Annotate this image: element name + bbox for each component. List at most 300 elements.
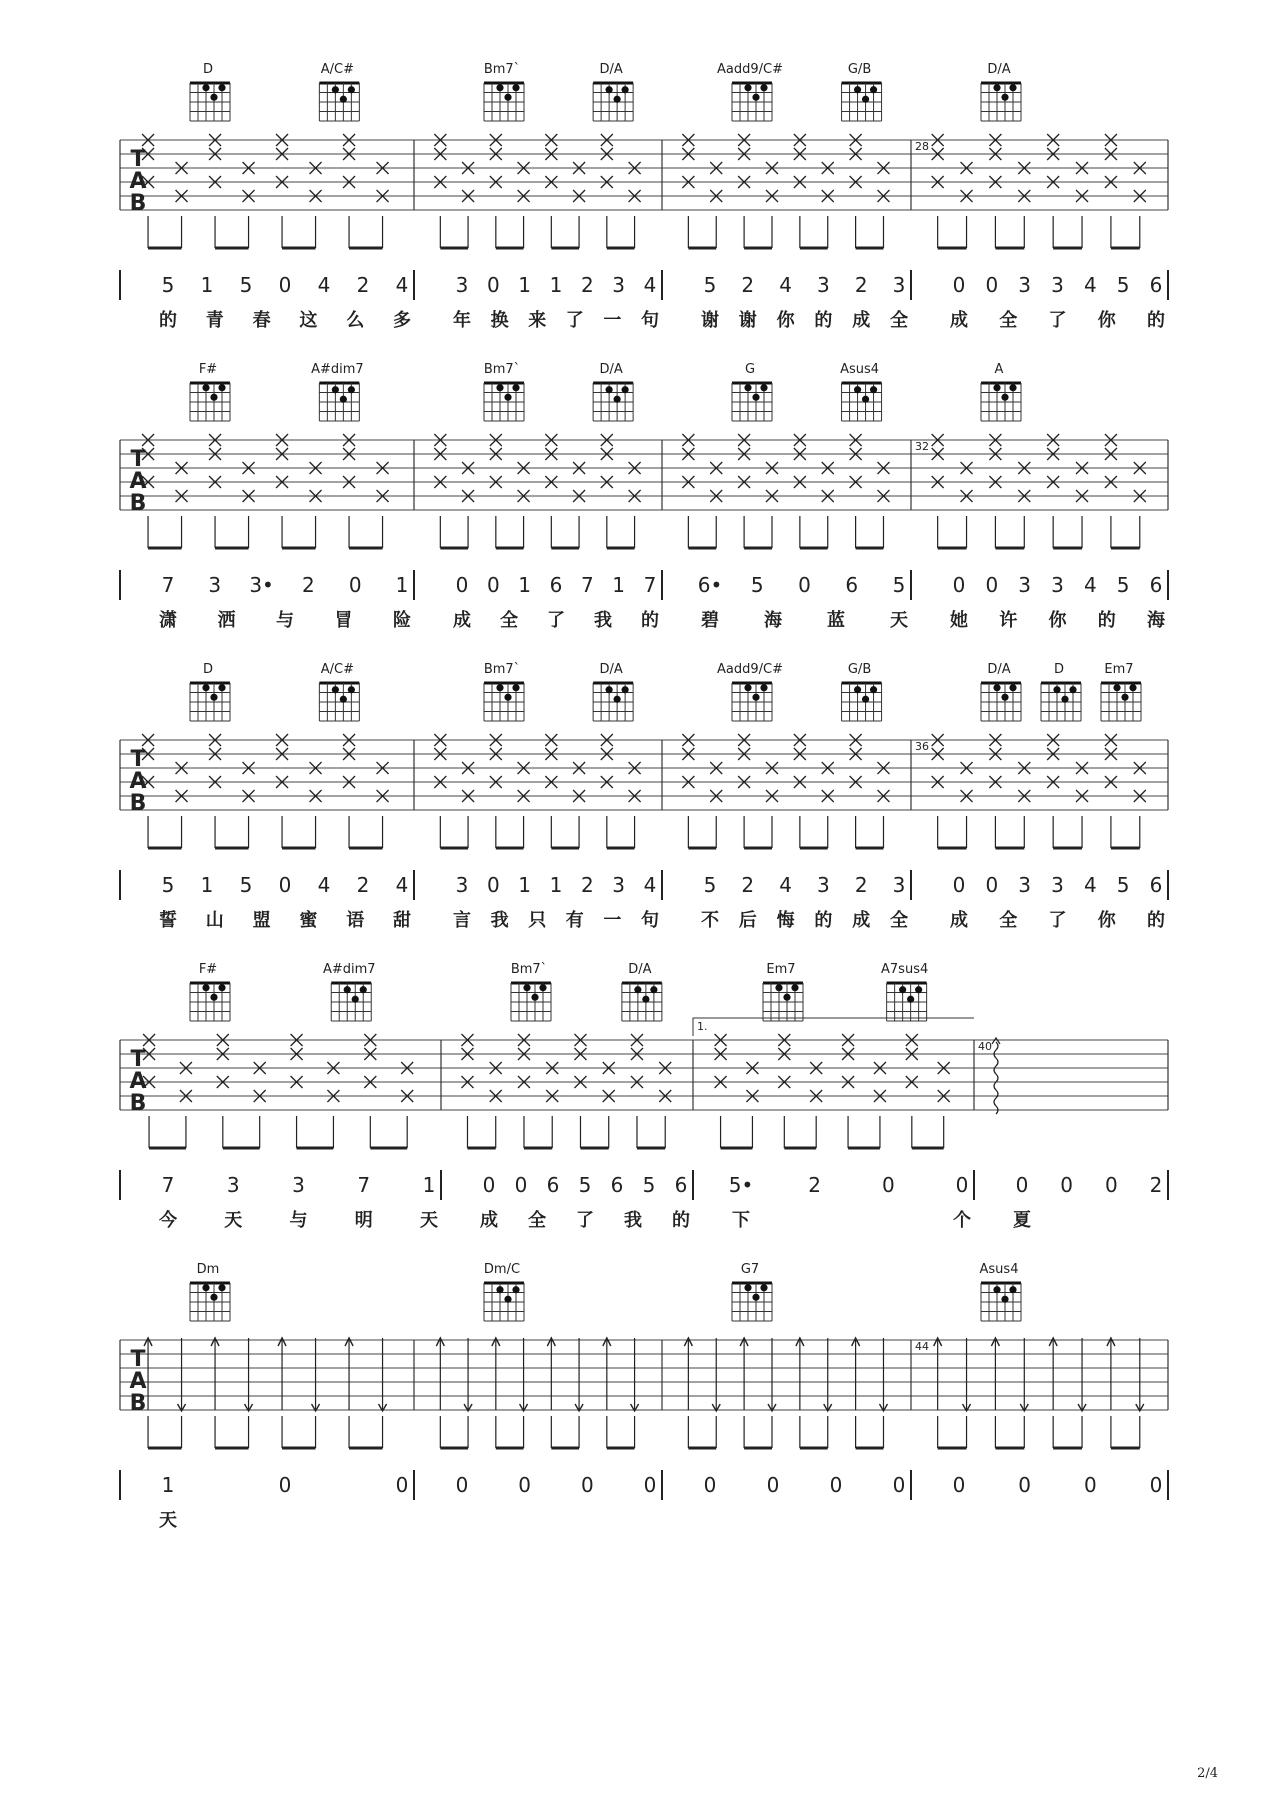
chord-diagram bbox=[323, 962, 376, 1021]
notation-digit: 1 bbox=[518, 273, 532, 297]
chord-finger-dot bbox=[348, 386, 355, 393]
chord-finger-dot bbox=[783, 994, 790, 1001]
chord-finger-dot bbox=[642, 996, 649, 1003]
notation-digit: 3 bbox=[292, 1173, 305, 1197]
chord-finger-dot bbox=[202, 684, 209, 691]
tab-clef-letter: T bbox=[130, 147, 146, 172]
lyric-char: 成 bbox=[852, 310, 871, 331]
lyric-char: 蓝 bbox=[827, 610, 845, 631]
lyric-char: 与 bbox=[289, 1210, 308, 1231]
chord-finger-dot bbox=[775, 984, 782, 991]
notation-digit: 3 bbox=[208, 573, 222, 597]
lyric-char: 下 bbox=[732, 1210, 750, 1231]
lyric-char: 我 bbox=[594, 610, 612, 631]
notation-digit: 5 bbox=[239, 873, 253, 897]
lyric-char: 天 bbox=[890, 610, 908, 631]
notation-digit: 0 bbox=[486, 873, 500, 897]
notation-digit: 7 bbox=[161, 1173, 175, 1197]
notation-digit: 5 bbox=[1116, 273, 1130, 297]
chord-finger-dot bbox=[496, 84, 503, 91]
chord-finger-dot bbox=[862, 396, 869, 403]
notation-digit: 6 bbox=[610, 1173, 624, 1197]
chord-finger-dot bbox=[899, 986, 906, 993]
notation-digit: 1 bbox=[518, 873, 532, 897]
notation-digit: 0 bbox=[580, 1473, 594, 1497]
notation-digit: 0 bbox=[985, 273, 999, 297]
chord-finger-dot bbox=[210, 394, 217, 401]
chord-diagram bbox=[484, 362, 524, 421]
chord-name: Bm7` bbox=[510, 962, 548, 977]
chord-finger-dot bbox=[752, 394, 759, 401]
lyric-char: 天 bbox=[420, 1210, 438, 1231]
chord-finger-dot bbox=[744, 84, 751, 91]
notation-digit: 6 bbox=[549, 573, 563, 597]
tab-clef-letter: B bbox=[129, 191, 147, 216]
chord-finger-dot bbox=[862, 96, 869, 103]
arpeggio-arrow bbox=[992, 1038, 1000, 1044]
notation-digit: 5 bbox=[161, 873, 175, 897]
system-3 bbox=[120, 662, 1168, 931]
notation-digit: 0 bbox=[1104, 1173, 1118, 1197]
lyric-char: 句 bbox=[641, 910, 659, 931]
notation-digit: 5 bbox=[1116, 573, 1130, 597]
notation-digit: 0 bbox=[518, 1473, 532, 1497]
chord-finger-dot bbox=[1069, 686, 1076, 693]
notation-digit: 4 bbox=[1083, 873, 1097, 897]
chord-finger-dot bbox=[218, 1284, 225, 1291]
notation-digit: 0 bbox=[952, 1473, 966, 1497]
chord-name: G7 bbox=[740, 1262, 760, 1277]
lyric-char: 语 bbox=[346, 910, 365, 931]
notation-digit: 5 bbox=[703, 873, 717, 897]
notation-digit: 2 bbox=[808, 1173, 822, 1197]
lyric-char: 天 bbox=[159, 1510, 177, 1531]
chord-diagram bbox=[980, 1262, 1021, 1321]
chord-name: A/C# bbox=[320, 62, 354, 77]
notation-digit: 2 bbox=[302, 573, 315, 597]
lyric-char: 年 bbox=[453, 310, 471, 331]
chord-name: A/C# bbox=[320, 662, 354, 677]
notation-digit: 3 bbox=[455, 273, 469, 297]
chord-finger-dot bbox=[332, 386, 339, 393]
chord-finger-dot bbox=[504, 1296, 511, 1303]
chord-finger-dot bbox=[870, 386, 877, 393]
notation-digit: 3 bbox=[817, 873, 830, 897]
chord-diagram bbox=[484, 662, 524, 721]
chord-finger-dot bbox=[332, 686, 339, 693]
lyric-char: 了 bbox=[576, 1210, 594, 1231]
chord-name: D/A bbox=[599, 62, 623, 77]
chord-finger-dot bbox=[1009, 684, 1016, 691]
chord-diagram bbox=[842, 662, 882, 721]
notation-digit: 6• bbox=[697, 573, 723, 597]
notation-digit: 4 bbox=[779, 273, 792, 297]
chord-finger-dot bbox=[870, 686, 877, 693]
notation-digit: 6 bbox=[1149, 573, 1163, 597]
notation-digit: 3 bbox=[1051, 273, 1064, 297]
lyric-char: 我 bbox=[490, 910, 509, 931]
chord-diagram bbox=[190, 1262, 230, 1321]
chord-finger-dot bbox=[993, 1286, 1000, 1293]
lyric-char: 冒 bbox=[334, 610, 353, 631]
lyric-char: 言 bbox=[453, 910, 471, 931]
chord-name: Em7 bbox=[766, 962, 796, 977]
chord-diagram bbox=[190, 362, 230, 421]
chord-name: G bbox=[744, 362, 756, 377]
lyric-char: 个 bbox=[953, 1210, 971, 1231]
lyric-char: 了 bbox=[547, 610, 565, 631]
chord-finger-dot bbox=[210, 1294, 217, 1301]
chord-name: F# bbox=[198, 362, 218, 377]
notation-digit: 3 bbox=[1018, 873, 1032, 897]
notation-digit: 0 bbox=[955, 1173, 969, 1197]
tab-clef-letter: B bbox=[129, 491, 147, 516]
lyric-char: 的 bbox=[1147, 910, 1165, 931]
lyric-char: 的 bbox=[641, 610, 659, 631]
chord-diagram bbox=[981, 662, 1021, 721]
chord-finger-dot bbox=[1001, 394, 1008, 401]
chord-finger-dot bbox=[854, 686, 861, 693]
notation-digit: 2 bbox=[580, 873, 594, 897]
lyric-char: 甜 bbox=[393, 910, 411, 931]
lyric-char: 全 bbox=[500, 610, 518, 631]
chord-finger-dot bbox=[854, 86, 861, 93]
chord-name: D/A bbox=[987, 662, 1011, 677]
lyric-char: 许 bbox=[999, 610, 1018, 631]
chord-finger-dot bbox=[606, 686, 613, 693]
chord-diagram bbox=[484, 1262, 524, 1321]
chord-finger-dot bbox=[622, 86, 629, 93]
chord-finger-dot bbox=[1009, 84, 1016, 91]
chord-name: Bm7` bbox=[483, 362, 521, 377]
chord-diagram bbox=[881, 962, 928, 1021]
chord-finger-dot bbox=[1001, 1296, 1008, 1303]
lyric-char: 成 bbox=[950, 310, 968, 331]
lyric-char: 她 bbox=[950, 610, 968, 631]
chord-name: D/A bbox=[987, 62, 1011, 77]
chord-finger-dot bbox=[760, 384, 767, 391]
notation-digit: 3 bbox=[455, 873, 469, 897]
chord-finger-dot bbox=[344, 986, 351, 993]
notation-digit: 3 bbox=[892, 873, 906, 897]
notation-digit: 0 bbox=[1083, 1473, 1097, 1497]
chord-finger-dot bbox=[791, 984, 798, 991]
measure-number: 40 bbox=[978, 1040, 992, 1053]
chord-finger-dot bbox=[539, 984, 546, 991]
chord-finger-dot bbox=[348, 86, 355, 93]
chord-diagram bbox=[319, 662, 359, 721]
notation-digit: 4 bbox=[395, 873, 409, 897]
chord-finger-dot bbox=[504, 394, 511, 401]
notation-digit: 1 bbox=[200, 873, 214, 897]
chord-name: Dm bbox=[196, 1262, 220, 1277]
notation-digit: 0 bbox=[455, 1473, 469, 1497]
chord-finger-dot bbox=[218, 84, 225, 91]
lyric-char: 你 bbox=[1097, 310, 1116, 331]
lyric-char: 全 bbox=[999, 310, 1018, 331]
chord-finger-dot bbox=[862, 696, 869, 703]
notation-digit: 4 bbox=[779, 873, 792, 897]
chord-diagram bbox=[1041, 662, 1081, 721]
notation-digit: 1 bbox=[422, 1173, 436, 1197]
notation-digit: 5 bbox=[161, 273, 175, 297]
chord-diagram bbox=[1101, 662, 1141, 721]
notation-digit: 7 bbox=[161, 573, 175, 597]
chord-diagram bbox=[622, 962, 662, 1021]
chord-finger-dot bbox=[614, 96, 621, 103]
chord-diagram bbox=[593, 662, 633, 721]
notation-digit: 0 bbox=[1018, 1473, 1032, 1497]
lyric-char: 成 bbox=[453, 610, 471, 631]
chord-diagram bbox=[484, 62, 524, 121]
chord-finger-dot bbox=[523, 984, 530, 991]
chord-finger-dot bbox=[622, 686, 629, 693]
arpeggio-wave bbox=[994, 1042, 998, 1114]
chord-finger-dot bbox=[634, 986, 641, 993]
chord-name: D bbox=[1053, 662, 1065, 677]
notation-digit: 5 bbox=[750, 573, 764, 597]
chord-finger-dot bbox=[606, 86, 613, 93]
lyric-char: 全 bbox=[890, 310, 908, 331]
lyric-char: 谢 bbox=[738, 310, 757, 331]
notation-digit: 4 bbox=[395, 273, 409, 297]
chord-diagram bbox=[190, 62, 230, 121]
chord-name: D/A bbox=[599, 362, 623, 377]
lyric-char: 你 bbox=[1048, 610, 1067, 631]
notation-digit: 2 bbox=[356, 273, 370, 297]
chord-finger-dot bbox=[1113, 684, 1120, 691]
chord-diagram bbox=[190, 662, 230, 721]
system-1 bbox=[120, 62, 1168, 331]
notation-digit: 2 bbox=[854, 273, 868, 297]
notation-digit: 0 bbox=[703, 1473, 717, 1497]
chord-finger-dot bbox=[614, 696, 621, 703]
chord-finger-dot bbox=[496, 684, 503, 691]
notation-digit: 4 bbox=[643, 273, 657, 297]
chord-diagram bbox=[763, 962, 803, 1021]
chord-finger-dot bbox=[752, 94, 759, 101]
lyric-char: 只 bbox=[528, 910, 547, 931]
notation-digit: 0 bbox=[952, 273, 966, 297]
notation-digit: 1 bbox=[161, 1473, 175, 1497]
notation-digit: 0 bbox=[455, 573, 469, 597]
notation-digit: 0 bbox=[482, 1173, 496, 1197]
notation-digit: 7 bbox=[643, 573, 657, 597]
notation-digit: 2 bbox=[854, 873, 868, 897]
notation-digit: 4 bbox=[1083, 273, 1097, 297]
chord-finger-dot bbox=[340, 696, 347, 703]
lyric-char: 来 bbox=[528, 310, 547, 331]
notation-digit: 4 bbox=[1083, 573, 1097, 597]
tab-clef-letter: A bbox=[129, 469, 147, 494]
chord-finger-dot bbox=[202, 1284, 209, 1291]
chord-finger-dot bbox=[1129, 684, 1136, 691]
system-5 bbox=[120, 1262, 1168, 1531]
chord-name: Dm/C bbox=[483, 1262, 521, 1277]
notation-digit: 1 bbox=[518, 573, 532, 597]
chord-name: D/A bbox=[628, 962, 652, 977]
chord-finger-dot bbox=[348, 686, 355, 693]
measure-number: 28 bbox=[915, 140, 929, 153]
measure-number: 36 bbox=[915, 740, 929, 753]
chord-diagram bbox=[732, 362, 772, 421]
notation-digit: 1 bbox=[612, 573, 626, 597]
chord-diagram bbox=[190, 962, 230, 1021]
notation-digit: 3 bbox=[1051, 873, 1064, 897]
chord-finger-dot bbox=[512, 384, 519, 391]
lyric-char: 成 bbox=[852, 910, 871, 931]
lyric-char: 今 bbox=[159, 1210, 177, 1231]
notation-digit: 0 bbox=[892, 1473, 906, 1497]
volta-label: 1. bbox=[697, 1020, 708, 1033]
lyric-char: 春 bbox=[252, 310, 271, 331]
chord-diagram bbox=[981, 362, 1021, 421]
notation-digit: 0 bbox=[348, 573, 362, 597]
volta-bracket bbox=[693, 1018, 974, 1036]
lyric-char: 全 bbox=[999, 910, 1018, 931]
lyric-char: 海 bbox=[1147, 610, 1165, 631]
notation-digit: 5 bbox=[642, 1173, 656, 1197]
lyric-char: 了 bbox=[1048, 310, 1067, 331]
lyric-char: 全 bbox=[528, 1210, 546, 1231]
notation-digit: 0 bbox=[952, 573, 966, 597]
lyric-char: 你 bbox=[776, 310, 795, 331]
chord-diagram bbox=[593, 362, 633, 421]
lyric-char: 我 bbox=[624, 1210, 642, 1231]
chord-finger-dot bbox=[504, 94, 511, 101]
chord-finger-dot bbox=[210, 94, 217, 101]
notation-digit: 6 bbox=[1149, 873, 1163, 897]
lyric-char: 山 bbox=[205, 910, 224, 931]
measure-number: 44 bbox=[915, 1340, 929, 1353]
chord-name: Aadd9/C# bbox=[717, 62, 783, 77]
chord-name: Em7 bbox=[1104, 662, 1134, 677]
notation-digit: 0 bbox=[881, 1173, 895, 1197]
lyric-char: 潇 bbox=[159, 610, 177, 631]
chord-finger-dot bbox=[202, 84, 209, 91]
lyric-char: 悔 bbox=[776, 910, 795, 931]
lyric-char: 谢 bbox=[701, 310, 719, 331]
chord-finger-dot bbox=[352, 996, 359, 1003]
tab-clef-letter: B bbox=[129, 1391, 147, 1416]
notation-digit: 3 bbox=[1018, 573, 1032, 597]
notation-digit: 0 bbox=[829, 1473, 843, 1497]
chord-finger-dot bbox=[1001, 94, 1008, 101]
lyric-char: 换 bbox=[490, 310, 509, 331]
chord-diagram bbox=[511, 962, 551, 1021]
lyric-char: 蜜 bbox=[299, 910, 318, 931]
lyric-char: 的 bbox=[814, 310, 833, 331]
system-4 bbox=[120, 962, 1168, 1231]
notation-digit: 3 bbox=[612, 873, 626, 897]
chord-finger-dot bbox=[340, 96, 347, 103]
chord-finger-dot bbox=[650, 986, 657, 993]
chord-finger-dot bbox=[512, 684, 519, 691]
tab-clef-letter: T bbox=[130, 447, 146, 472]
chord-finger-dot bbox=[907, 996, 914, 1003]
lyric-char: 全 bbox=[890, 910, 908, 931]
chord-name: D bbox=[202, 62, 214, 77]
notation-digit: 3 bbox=[226, 1173, 240, 1197]
tab-clef-letter: B bbox=[129, 791, 147, 816]
lyric-char: 海 bbox=[764, 610, 782, 631]
chord-finger-dot bbox=[854, 386, 861, 393]
notation-digit: 5 bbox=[1116, 873, 1130, 897]
chord-finger-dot bbox=[1009, 1286, 1016, 1293]
page-number: 2/4 bbox=[1197, 1766, 1218, 1781]
chord-finger-dot bbox=[915, 986, 922, 993]
lyric-char: 多 bbox=[393, 310, 411, 331]
chord-finger-dot bbox=[744, 1284, 751, 1291]
chord-finger-dot bbox=[512, 84, 519, 91]
notation-digit: 5• bbox=[728, 1173, 754, 1197]
chord-finger-dot bbox=[760, 84, 767, 91]
notation-digit: 6 bbox=[674, 1173, 688, 1197]
chord-finger-dot bbox=[760, 1284, 767, 1291]
lyric-char: 天 bbox=[224, 1210, 243, 1231]
notation-digit: 1 bbox=[200, 273, 214, 297]
chord-finger-dot bbox=[340, 396, 347, 403]
lyric-char: 青 bbox=[205, 310, 224, 331]
notation-digit: 2 bbox=[580, 273, 594, 297]
notation-digit: 7 bbox=[357, 1173, 371, 1197]
chord-finger-dot bbox=[202, 384, 209, 391]
notation-digit: 3 bbox=[1051, 573, 1064, 597]
notation-digit: 0 bbox=[278, 873, 292, 897]
lyric-char: 险 bbox=[393, 610, 411, 631]
notation-digit: 1 bbox=[549, 873, 563, 897]
chord-finger-dot bbox=[360, 986, 367, 993]
notation-digit: 1 bbox=[549, 273, 563, 297]
tab-clef-letter: T bbox=[130, 1347, 146, 1372]
chord-finger-dot bbox=[752, 1294, 759, 1301]
chord-finger-dot bbox=[993, 384, 1000, 391]
notation-digit: 2 bbox=[1149, 1173, 1163, 1197]
chord-finger-dot bbox=[622, 386, 629, 393]
chord-finger-dot bbox=[210, 694, 217, 701]
tab-clef-letter: A bbox=[129, 169, 147, 194]
tab-clef-letter: B bbox=[129, 1091, 147, 1116]
chord-name: A#dim7 bbox=[322, 962, 376, 977]
lyric-char: 成 bbox=[480, 1210, 498, 1231]
notation-digit: 0 bbox=[985, 573, 999, 597]
notation-digit: 6 bbox=[546, 1173, 560, 1197]
notation-digit: 0 bbox=[766, 1473, 780, 1497]
lyric-char: 的 bbox=[814, 910, 833, 931]
lyric-char: 的 bbox=[1147, 310, 1165, 331]
tab-clef-letter: A bbox=[129, 769, 147, 794]
chord-diagram bbox=[732, 1262, 772, 1321]
chord-diagram bbox=[319, 62, 359, 121]
notation-digit: 0 bbox=[1015, 1173, 1029, 1197]
notation-digit: 0 bbox=[643, 1473, 657, 1497]
chord-finger-dot bbox=[1001, 694, 1008, 701]
chord-finger-dot bbox=[496, 1286, 503, 1293]
chord-finger-dot bbox=[218, 684, 225, 691]
chord-finger-dot bbox=[1053, 686, 1060, 693]
chord-finger-dot bbox=[496, 384, 503, 391]
notation-digit: 0 bbox=[952, 873, 966, 897]
chord-name: A7sus4 bbox=[881, 962, 929, 977]
notation-digit: 0 bbox=[1149, 1473, 1163, 1497]
notation-digit: 5 bbox=[703, 273, 717, 297]
notation-digit: 0 bbox=[278, 1473, 292, 1497]
chord-diagram bbox=[717, 662, 783, 721]
chord-finger-dot bbox=[614, 396, 621, 403]
measure-number: 32 bbox=[915, 440, 929, 453]
lyric-char: 后 bbox=[738, 910, 757, 931]
notation-digit: 4 bbox=[317, 873, 331, 897]
